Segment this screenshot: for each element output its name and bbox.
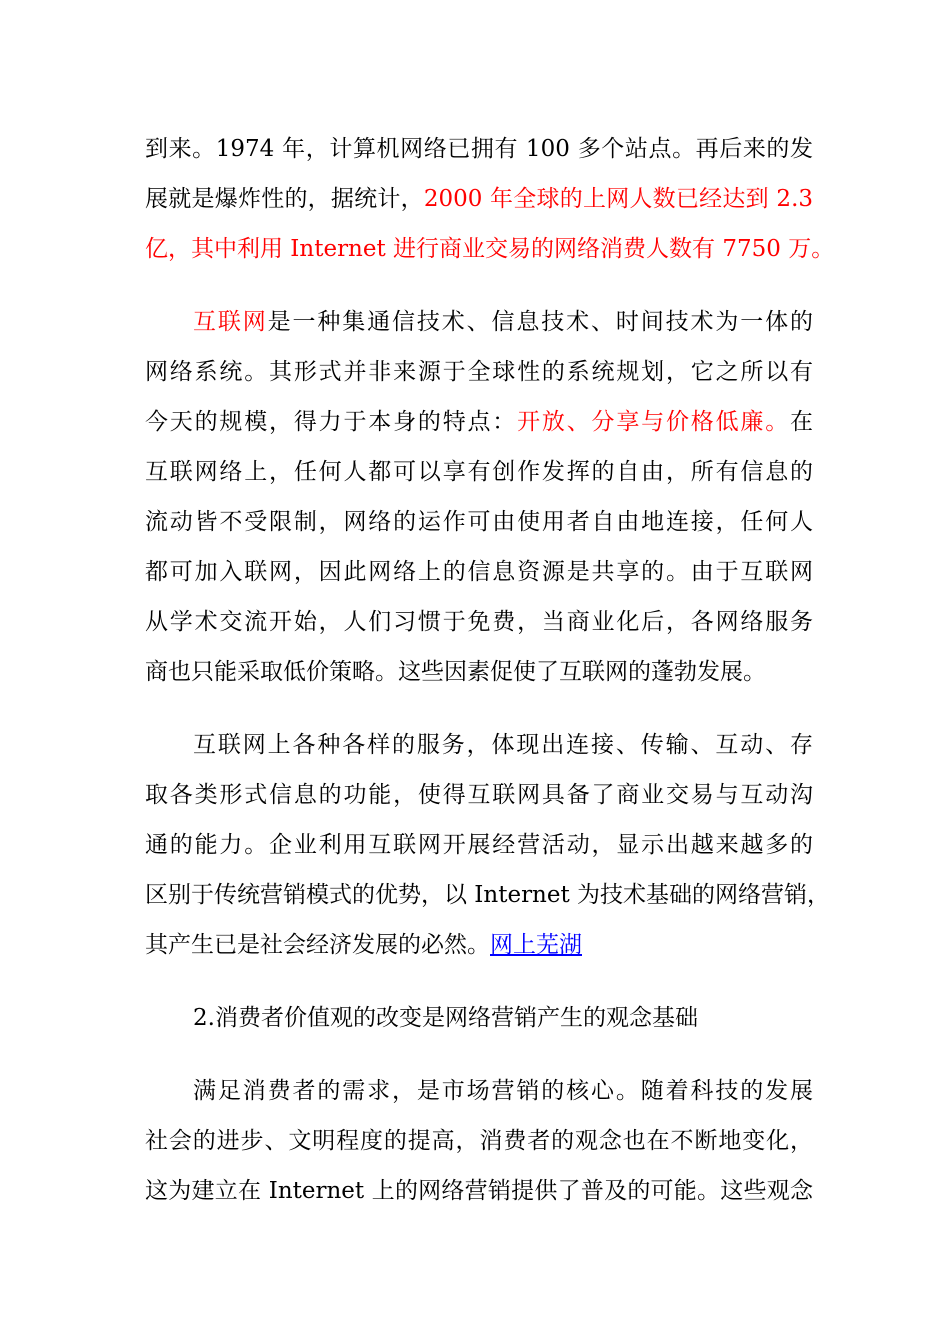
text-line <box>145 174 813 224</box>
text-line <box>145 297 813 347</box>
section-heading <box>145 993 813 1043</box>
text-line: 到来。1974 年，计算机网络已拥有 100 多个站点。再后来的发 <box>145 136 813 162</box>
highlighted-text: 开放、分享与价格低廉。 <box>517 409 791 435</box>
text-span: 展就是爆炸性的，据统计， <box>145 186 424 212</box>
text-span: 在 <box>790 409 814 435</box>
text-line <box>145 397 813 447</box>
paragraph-internet-services <box>145 720 831 970</box>
text-line: 流动皆不受限制，网络的运作可由使用者自由地连接，任何人 <box>145 509 813 535</box>
text-line: 通的能力。企业利用互联网开展经营活动，显示出越来越多的 <box>145 832 813 858</box>
text-line: 互联网上各种各样的服务，体现出连接、传输、互动、存 <box>193 732 813 758</box>
paragraph-internet-definition <box>145 297 813 697</box>
text-line: 取各类形式信息的功能，使得互联网具备了商业交易与互动沟 <box>145 782 813 808</box>
heading-text: 2.消费者价值观的改变是网络营销产生的观念基础 <box>193 1005 698 1031</box>
text-line: 区别于传统营销模式的优势，以 Internet 为技术基础的网络营销， <box>145 882 831 908</box>
text-line: 互联网络上，任何人都可以享有创作发挥的自由，所有信息的 <box>145 459 813 485</box>
highlighted-text: 互联网 <box>193 309 268 335</box>
text-span: 是一种集通信技术、信息技术、时间技术为一体的 <box>267 309 813 335</box>
text-line: 社会的进步、文明程度的提高，消费者的观念也在不断地变化， <box>145 1128 813 1154</box>
highlighted-text: 2000 年全球的上网人数已经达到 2.3 <box>423 186 814 212</box>
text-line: 满足消费者的需求，是市场营销的核心。随着科技的发展 <box>193 1078 813 1104</box>
text-span: 其产生已是社会经济发展的必然。 <box>145 932 490 958</box>
paragraph-internet-growth <box>145 124 835 274</box>
text-line: 商也只能采取低价策略。这些因素促使了互联网的蓬勃发展。 <box>145 659 766 685</box>
paragraph-consumer-needs <box>145 1066 813 1216</box>
text-line: 网络系统。其形式并非来源于全球性的系统规划，它之所以有 <box>145 359 813 385</box>
wangshang-wuhu-link[interactable]: 网上芜湖 <box>490 932 582 958</box>
document-page <box>145 124 835 1216</box>
text-line: 从学术交流开始，人们习惯于免费，当商业化后，各网络服务 <box>145 609 813 635</box>
text-line <box>145 920 813 970</box>
text-line: 都可加入联网，因此网络上的信息资源是共享的。由于互联网 <box>145 559 813 585</box>
highlighted-text-line: 亿，其中利用 Internet 进行商业交易的网络消费人数有 7750 万。 <box>145 236 835 262</box>
text-span: 今天的规模，得力于本身的特点： <box>145 409 518 435</box>
text-line: 这为建立在 Internet 上的网络营销提供了普及的可能。这些观念 <box>145 1178 813 1204</box>
